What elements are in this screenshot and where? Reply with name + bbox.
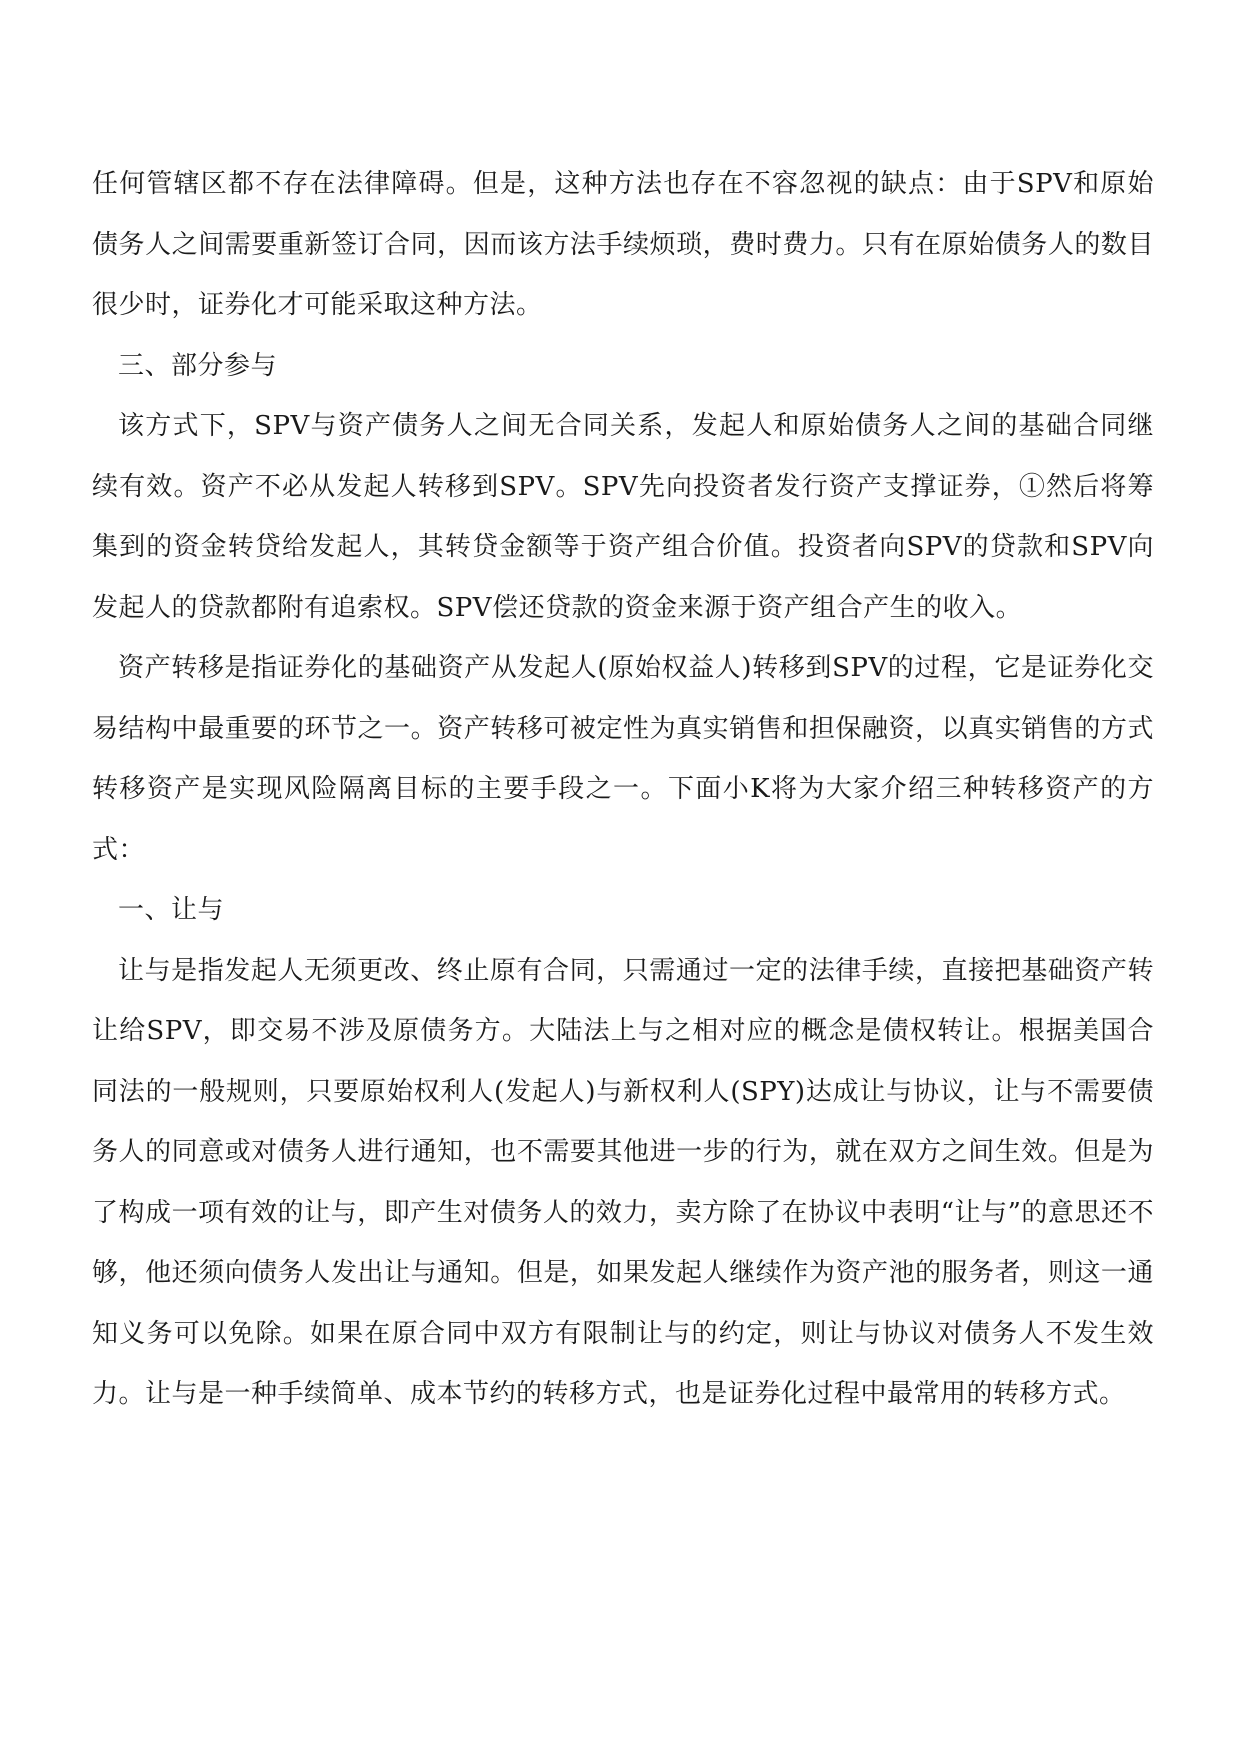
paragraph-intro-continuation: 任何管辖区都不存在法律障碍。但是，这种方法也存在不容忽视的缺点：由于SPV和原始债务人之间需要重新签订合同，因而该方法手续烦琐，费时费力。只有在原始债务人的数目很少时，证券化才可能采取这种方法。 (92, 169, 1154, 320)
document-body (92, 154, 1154, 1425)
paragraph-partial-participation: 该方式下，SPV与资产债务人之间无合同关系，发起人和原始债务人之间的基础合同继续有效。资产不必从发起人转移到SPV。SPV先向投资者发行资产支撑证券，①然后将筹集到的资金转贷给发起人，其转贷金额等于资产组合价值。投资者向SPV的贷款和SPV向发起人的贷款都附有追索权。SPV偿还贷款的资金来源于资产组合产生的收入。 (92, 411, 1154, 623)
paragraph-asset-transfer-intro: 资产转移是指证券化的基础资产从发起人(原始权益人)转移到SPV的过程，它是证券化交易结构中最重要的环节之一。资产转移可被定性为真实销售和担保融资，以真实销售的方式转移资产是实现风险隔离目标的主要手段之一。下面小K将为大家介绍三种转移资产的方式： (92, 653, 1154, 865)
section-heading-assignment: 一、让与 (118, 895, 225, 925)
section-heading-partial-participation: 三、部分参与 (118, 350, 278, 381)
paragraph-assignment: 让与是指发起人无须更改、终止原有合同，只需通过一定的法律手续，直接把基础资产转让给SPV，即交易不涉及原债务方。大陆法上与之相对应的概念是债权转让。根据美国合同法的一般规则，只要原始权利人(发起人)与新权利人(SPY)达成让与协议，让与不需要债务人的同意或对债务人进行通知，也不需要其他进一步的行为，就在双方之间生效。但是为了构成一项有效的让与，即产生对债务人的效力，卖方除了在协议中表明“让与”的意思还不够，他还须向债务人发出让与通知。但是，如果发起人继续作为资产池的服务者，则这一通知义务可以免除。如果在原合同中双方有限制让与的约定，则让与协议对债务人不发生效力。让与是一种手续简单、成本节约的转移方式，也是证券化过程中最常用的转移方式。 (92, 955, 1154, 1409)
